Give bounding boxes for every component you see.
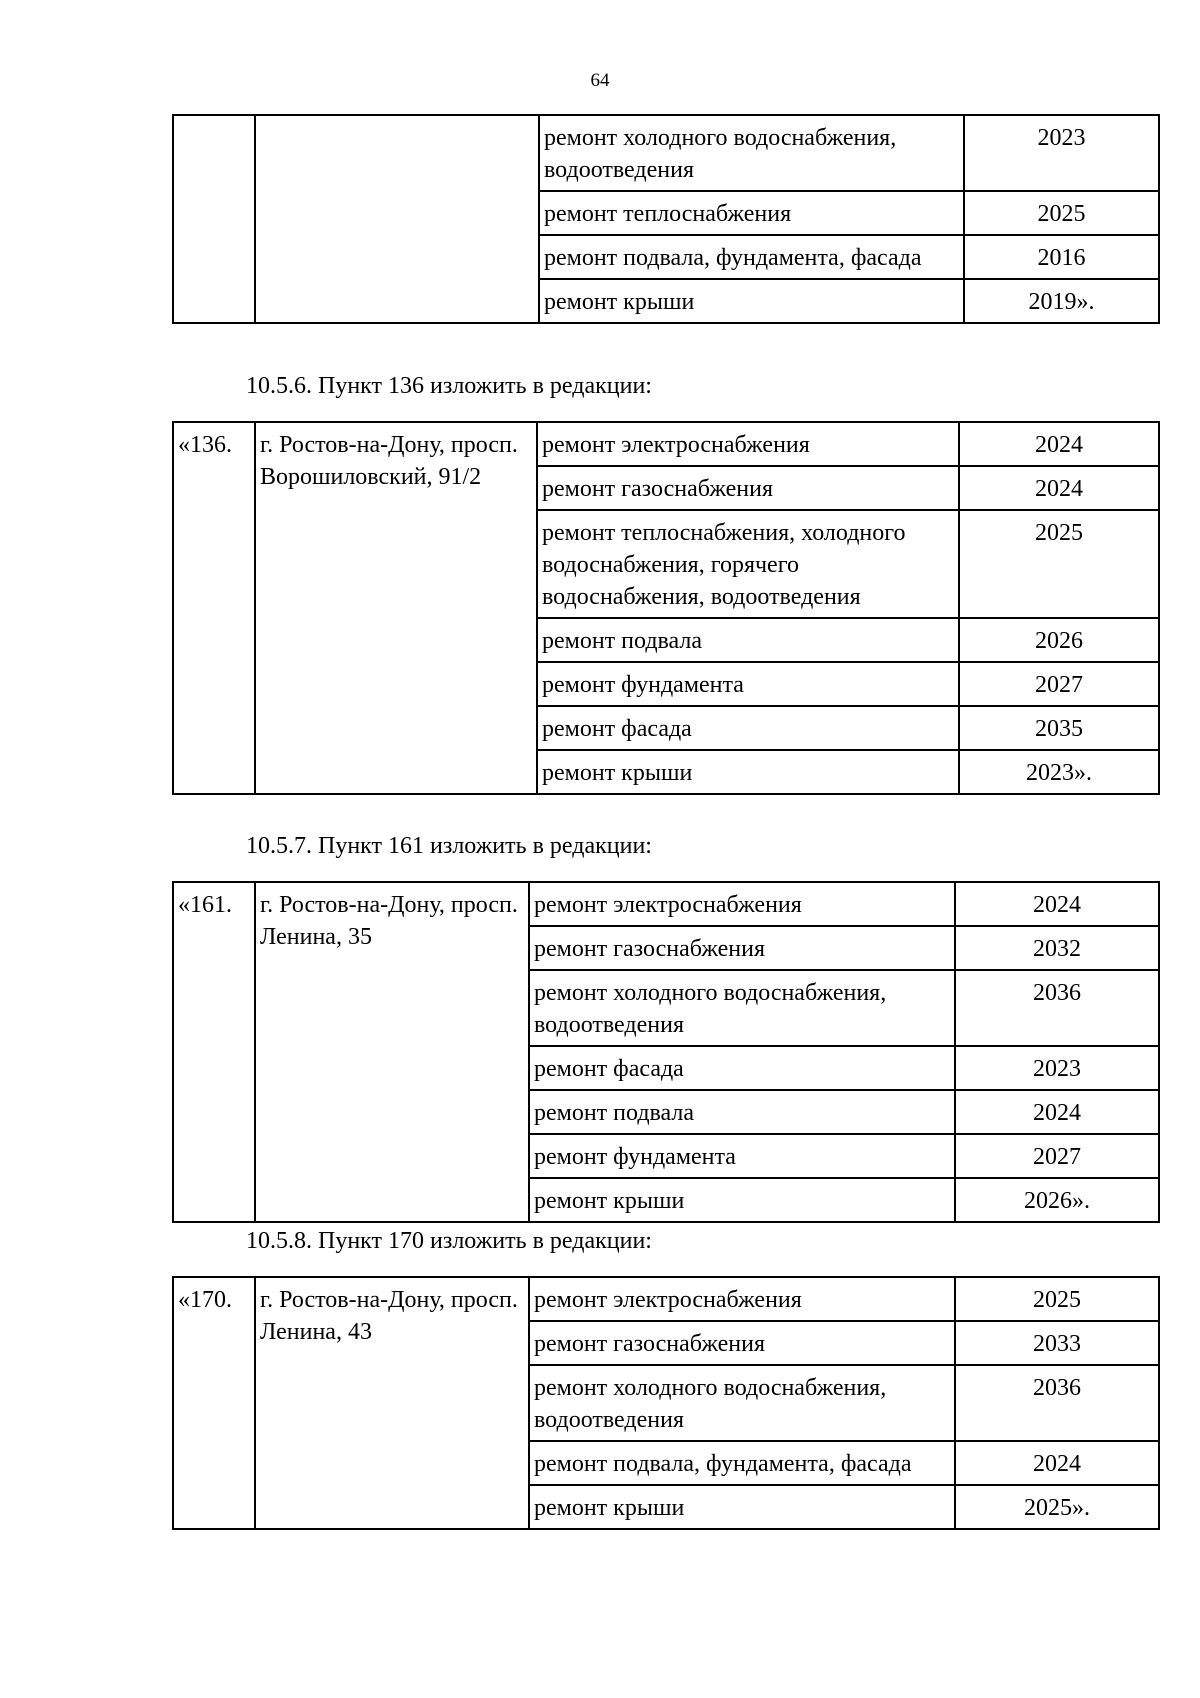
section-heading: 10.5.7. Пункт 161 изложить в редакции: — [246, 833, 652, 859]
work-year: 2025». — [955, 1485, 1159, 1529]
work-type: ремонт крыши — [537, 750, 959, 794]
work-type: ремонт газоснабжения — [529, 926, 955, 970]
work-type: ремонт теплоснабжения, холодного водоснабжения, горячего водоснабжения, водоотведения — [537, 510, 959, 618]
work-type: ремонт подвала — [537, 618, 959, 662]
repair-table — [172, 114, 1160, 324]
table-row — [173, 882, 1159, 926]
work-year: 2036 — [955, 1365, 1159, 1441]
work-type: ремонт подвала — [529, 1090, 955, 1134]
work-year: 2019». — [964, 279, 1159, 323]
work-year: 2024 — [955, 1090, 1159, 1134]
table-block-136 — [172, 421, 1158, 795]
work-type: ремонт электроснабжения — [529, 1277, 955, 1321]
repair-table — [172, 1276, 1160, 1530]
work-type: ремонт холодного водоснабжения, водоотведения — [529, 1365, 955, 1441]
item-number: «136. — [173, 422, 255, 794]
work-type: ремонт газоснабжения — [529, 1321, 955, 1365]
work-year: 2025 — [964, 191, 1159, 235]
item-number: «161. — [173, 882, 255, 1222]
work-type: ремонт холодного водоснабжения, водоотведения — [539, 115, 964, 191]
work-year: 2025 — [955, 1277, 1159, 1321]
item-number — [173, 115, 255, 323]
work-type: ремонт крыши — [529, 1178, 955, 1222]
work-year: 2024 — [959, 422, 1159, 466]
work-type: ремонт крыши — [529, 1485, 955, 1529]
work-type: ремонт фасада — [529, 1046, 955, 1090]
section-heading: 10.5.6. Пункт 136 изложить в редакции: — [246, 373, 652, 399]
page-number: 64 — [590, 70, 610, 91]
section-heading: 10.5.8. Пункт 170 изложить в редакции: — [246, 1228, 652, 1254]
work-type: ремонт электроснабжения — [529, 882, 955, 926]
work-type: ремонт теплоснабжения — [539, 191, 964, 235]
table-block-continuation — [172, 114, 1158, 324]
work-year: 2024 — [955, 882, 1159, 926]
item-address: г. Ростов-на-Дону, просп. Ленина, 43 — [255, 1277, 529, 1529]
work-year: 2025 — [959, 510, 1159, 618]
table-block-170 — [172, 1276, 1158, 1530]
work-type: ремонт электроснабжения — [537, 422, 959, 466]
work-year: 2024 — [955, 1441, 1159, 1485]
work-type: ремонт фундамента — [529, 1134, 955, 1178]
item-number: «170. — [173, 1277, 255, 1529]
item-address: г. Ростов-на-Дону, просп. Ленина, 35 — [255, 882, 529, 1222]
work-year: 2024 — [959, 466, 1159, 510]
work-type: ремонт фундамента — [537, 662, 959, 706]
item-address — [255, 115, 539, 323]
work-year: 2023». — [959, 750, 1159, 794]
work-type: ремонт фасада — [537, 706, 959, 750]
work-year: 2023 — [964, 115, 1159, 191]
work-type: ремонт холодного водоснабжения, водоотведения — [529, 970, 955, 1046]
work-year: 2033 — [955, 1321, 1159, 1365]
work-year: 2016 — [964, 235, 1159, 279]
work-year: 2027 — [955, 1134, 1159, 1178]
work-year: 2036 — [955, 970, 1159, 1046]
item-address: г. Ростов-на-Дону, просп. Ворошиловский, 91/2 — [255, 422, 537, 794]
work-type: ремонт крыши — [539, 279, 964, 323]
work-year: 2026 — [959, 618, 1159, 662]
work-type: ремонт газоснабжения — [537, 466, 959, 510]
table-block-161 — [172, 881, 1158, 1223]
table-row — [173, 1277, 1159, 1321]
work-year: 2035 — [959, 706, 1159, 750]
work-year: 2023 — [955, 1046, 1159, 1090]
work-type: ремонт подвала, фундамента, фасада — [529, 1441, 955, 1485]
repair-table — [172, 421, 1160, 795]
table-row — [173, 422, 1159, 466]
work-year: 2027 — [959, 662, 1159, 706]
table-row — [173, 115, 1159, 191]
repair-table — [172, 881, 1160, 1223]
work-type: ремонт подвала, фундамента, фасада — [539, 235, 964, 279]
work-year: 2032 — [955, 926, 1159, 970]
work-year: 2026». — [955, 1178, 1159, 1222]
